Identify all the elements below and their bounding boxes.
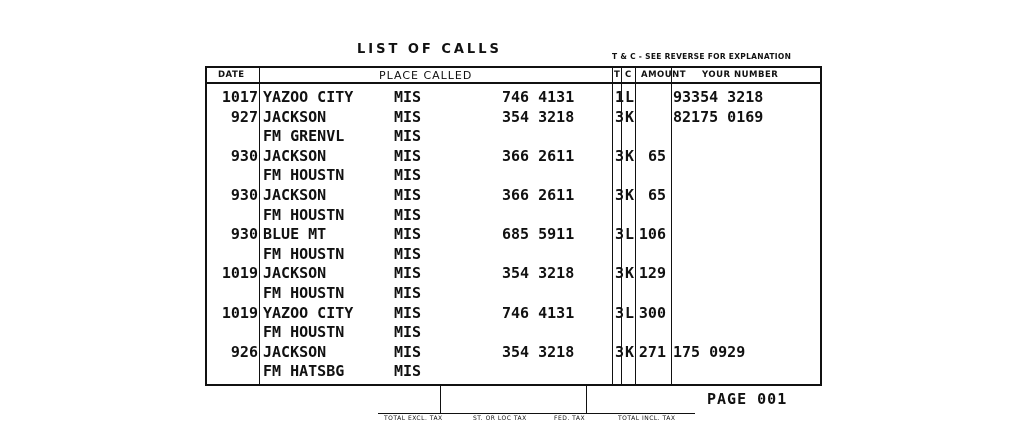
header-amount: AMOUNT [641, 70, 687, 80]
total-excl-tax-label: TOTAL EXCL. TAX [384, 415, 443, 422]
state: MIS [394, 284, 422, 302]
type-code-t: 3 [615, 146, 625, 165]
called-number: 366 2611 [502, 186, 575, 204]
amount: 271 [638, 342, 666, 361]
state: MIS [394, 205, 422, 224]
state: MIS [394, 303, 422, 322]
place-called: FM GRENVL [263, 127, 345, 146]
type-code-t: 3 [615, 342, 625, 361]
table-row [207, 127, 820, 147]
table-row [207, 88, 820, 108]
place-called: BLUE MT [263, 225, 327, 244]
called-number: 746 4131 [502, 303, 575, 322]
state: MIS [394, 107, 422, 126]
called-number: 354 3218 [502, 264, 575, 283]
header-place-called: PLACE CALLED [379, 69, 473, 82]
state: MIS [394, 323, 422, 342]
header-your-number: YOUR NUMBER [702, 70, 779, 80]
call-date: 927 [230, 107, 258, 126]
header-t: T [614, 70, 621, 80]
table-row [207, 304, 820, 324]
your-number: 82175 0169 [673, 107, 764, 126]
table-row [207, 186, 820, 206]
st-or-loc-tax-label: ST. OR LOC TAX [473, 415, 527, 422]
place-called: FM HOUSTN [263, 284, 345, 302]
table-row [207, 323, 820, 343]
state: MIS [394, 244, 422, 263]
table-row [207, 343, 820, 363]
table-header [207, 68, 820, 84]
type-code-t: 3 [615, 303, 625, 322]
state: MIS [394, 88, 422, 106]
called-number: 354 3218 [502, 342, 575, 361]
type-code-t: 3 [615, 264, 625, 283]
type-code-c: K [625, 146, 635, 165]
call-date: 1017 [221, 88, 258, 106]
call-date: 930 [230, 146, 258, 165]
type-code-c: K [625, 264, 635, 283]
table-row [207, 225, 820, 245]
calls-table [205, 66, 822, 386]
place-called: FM HOUSTN [263, 166, 345, 185]
place-called: JACKSON [263, 186, 327, 204]
state: MIS [394, 362, 422, 381]
call-date: 930 [230, 225, 258, 244]
amount: 300 [638, 303, 666, 322]
state: MIS [394, 342, 422, 361]
table-row [207, 264, 820, 284]
type-code-c: L [625, 225, 635, 244]
type-code-t: 3 [615, 186, 625, 204]
your-number: 93354 3218 [673, 88, 764, 106]
place-called: JACKSON [263, 342, 327, 361]
place-called: FM HOUSTN [263, 244, 345, 263]
amount: 129 [638, 264, 666, 283]
header-date: DATE [218, 70, 245, 80]
type-code-c: L [625, 303, 635, 322]
state: MIS [394, 225, 422, 244]
form-title: LIST OF CALLS [357, 42, 502, 57]
type-code-t: 3 [615, 225, 625, 244]
type-code-t: 3 [615, 107, 625, 126]
state: MIS [394, 264, 422, 283]
header-c: C [625, 70, 632, 80]
type-code-t: 1 [615, 88, 625, 106]
page-number: PAGE 001 [707, 390, 788, 408]
state: MIS [394, 166, 422, 185]
amount: 65 [647, 186, 666, 204]
place-called: JACKSON [263, 107, 327, 126]
your-number: 175 0929 [673, 342, 746, 361]
state: MIS [394, 186, 422, 204]
place-called: FM HATSBG [263, 362, 345, 381]
state: MIS [394, 127, 422, 146]
total-incl-tax-label: TOTAL INCL. TAX [618, 415, 676, 422]
type-code-c: K [625, 107, 635, 126]
table-row [207, 166, 820, 186]
tc-explanation-note: T & C - SEE REVERSE FOR EXPLANATION [612, 52, 792, 61]
fed-tax-label: FED. TAX [554, 415, 586, 422]
place-called: FM HOUSTN [263, 323, 345, 342]
place-called: JACKSON [263, 264, 327, 283]
call-date: 926 [230, 342, 258, 361]
type-code-c: L [625, 88, 635, 106]
table-row [207, 245, 820, 265]
state: MIS [394, 146, 422, 165]
type-code-c: K [625, 342, 635, 361]
place-called: FM HOUSTN [263, 205, 345, 224]
place-called: JACKSON [263, 146, 327, 165]
place-called: YAZOO CITY [263, 303, 354, 322]
call-date: 930 [230, 186, 258, 204]
called-number: 354 3218 [502, 107, 575, 126]
called-number: 685 5911 [502, 225, 575, 244]
called-number: 746 4131 [502, 88, 575, 106]
call-date: 1019 [221, 264, 258, 283]
table-row [207, 206, 820, 226]
amount: 106 [638, 225, 666, 244]
type-code-c: K [625, 186, 635, 204]
amount: 65 [647, 146, 666, 165]
called-number: 366 2611 [502, 146, 575, 165]
table-row [207, 147, 820, 167]
call-date: 1019 [221, 303, 258, 322]
table-row [207, 362, 820, 382]
table-row [207, 108, 820, 128]
place-called: YAZOO CITY [263, 88, 354, 106]
tax-totals-box [378, 386, 695, 426]
table-row [207, 284, 820, 304]
